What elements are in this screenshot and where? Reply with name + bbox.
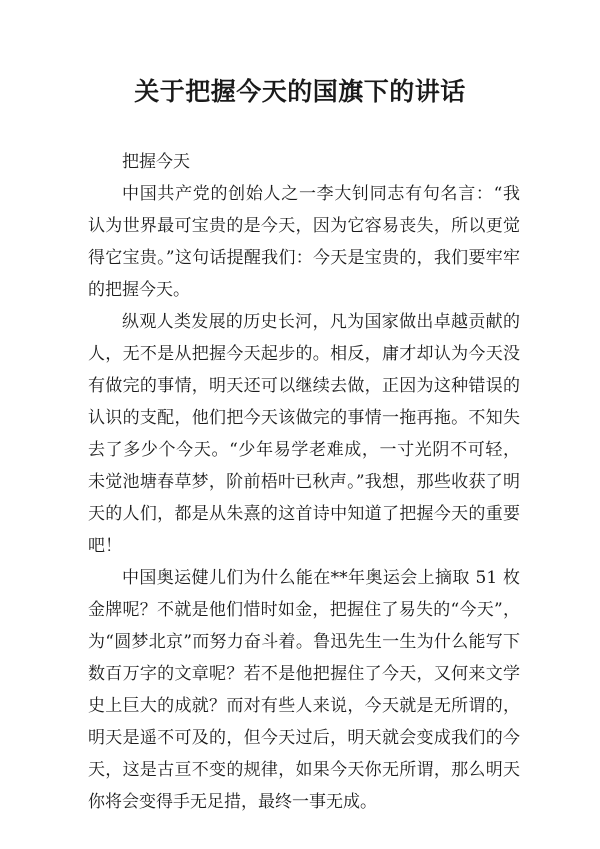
document-body <box>88 146 520 818</box>
body-paragraph-2: 纵观人类发展的历史长河，凡为国家做出卓越贡献的人，无不是从把握今天起步的。相反，庸才却认为今天没有做完的事情，明天还可以继续去做，正因为这种错误的认识的支配，他们把今天该做完的事情一拖再拖。不知失去了多少个今天。“少年易学老难成，一寸光阴不可轻，未觉池塘春草梦，阶前梧叶已秋声。”我想，那些收获了明天的人们，都是从朱熹的这首诗中知道了把握今天的重要吧！ <box>88 312 520 556</box>
body-paragraph-3: 中国奥运健儿们为什么能在**年奥运会上摘取 51 枚金牌呢？不就是他们惜时如金，把握住了易失的“今天”，为“圆梦北京”而努力奋斗着。鲁迅先生一生为什么能写下数百万字的文章呢？若不是他把握住了今天，又何来文学史上巨大的成就？而对有些人来说，今天就是无所谓的，明天是遥不可及的，但今天过后，明天就会变成我们的今天，这是古亘不变的规律，如果今天你无所谓，那么明天你将会变得手无足措，最终一事无成。 <box>88 568 520 812</box>
subtitle-paragraph: 把握今天 <box>122 152 190 172</box>
body-paragraph-1: 中国共产党的创始人之一李大钊同志有句名言：“我认为世界最可宝贵的是今天，因为它容易丧失，所以更觉得它宝贵。”这句话提醒我们：今天是宝贵的，我们要牢牢的把握今天。 <box>88 184 520 300</box>
document-title: 关于把握今天的国旗下的讲话 <box>134 77 466 106</box>
